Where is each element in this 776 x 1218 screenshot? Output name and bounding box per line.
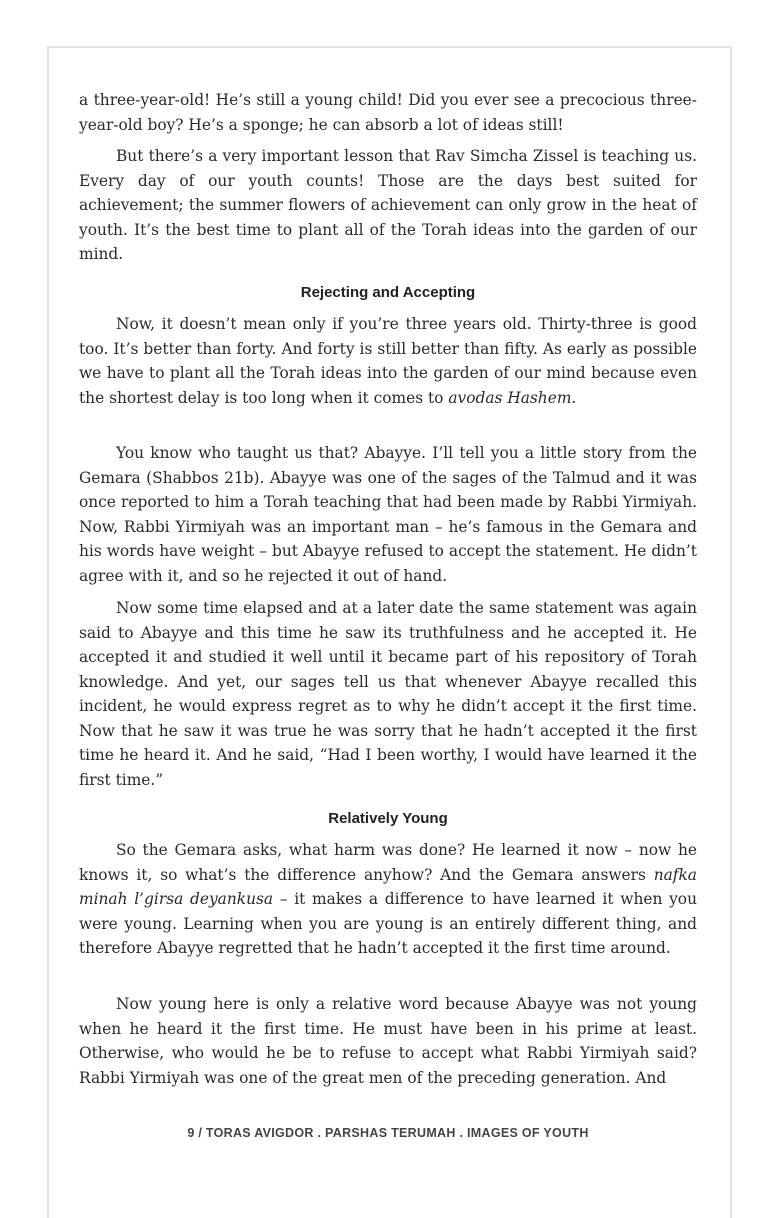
section-heading: Relatively Young [328,810,448,827]
paragraph: a three-year-old! He’s still a young child! Did you ever see a precocious three-year-old boy? He’s a sponge; he can absorb a lot of ideas still! [79,91,697,134]
paragraph: But there’s a very important lesson that Rav Simcha Zissel is teaching us. Every day of our youth counts! Those are the days best suited for achievement; the summer flowers of achievement can only grow in the heat of youth. It’s the best time to plant all of the Torah ideas into the garden of our mind. [79,147,697,263]
text: So the Gemara asks, what harm was done? He learned it now – now he knows it, so what’s the difference anyhow? And the Gemara answers [79,841,697,884]
text: – it makes a difference to have learned it when you were young. Learning when you are young is an entirely different thing, and therefore Abayye regretted that he hadn’t accepted it the first time around. [79,890,697,957]
page-footer: 9 / TORAS AVIGDOR . PARSHAS TERUMAH . IMAGES OF YOUTH [187,1126,589,1140]
italic-term: avodas Hashem. [448,388,577,407]
paragraph: Now some time elapsed and at a later date the same statement was again said to Abayye and this time he saw its truthfulness and he accepted it. He accepted it and studied it well until it became part of his repository of Torah knowledge. And yet, our sages tell us that whenever Abayye recalled this incident, he would express regret as to why he didn’t accept it the first time. Now that he saw it was true he was sorry that he hadn’t accepted it the first time he heard it. And he said, “Had I been worthy, I would have learned it the first time.” [79,599,697,789]
text: Now, it doesn’t mean only if you’re three years old. Thirty-three is good too. It’s better than forty. And forty is still better than fifty. As early as possible we have to plant all the Torah ideas into the garden of our mind because even the shortest delay is too long when it comes to [79,315,697,407]
italic-term: nafka minah l’girsa deyankusa [79,865,697,908]
section-heading: Rejecting and Accepting [300,284,476,301]
paragraph [79,312,697,410]
paragraph: Now young here is only a relative word because Abayye was not young when he heard it the first time. He must have been in his prime at least. Otherwise, who would he be to refuse to accept what Rabbi Yirmiyah said? Rabbi Yirmiyah was one of the great men of the preceding generation. And [79,995,697,1087]
paragraph [79,838,697,961]
paragraph: You know who taught us that? Abayye. I’ll tell you a little story from the Gemara (Shabbos 21b). Abayye was one of the sages of the Talmud and it was once reported to him a Torah teaching that had been made by Rabbi Yirmiyah. Now, Rabbi Yirmiyah was an important man – he’s famous in the Gemara and his words have weight – but Abayye refused to accept the statement. He didn’t agree with it, and so he rejected it out of hand. [79,444,697,585]
